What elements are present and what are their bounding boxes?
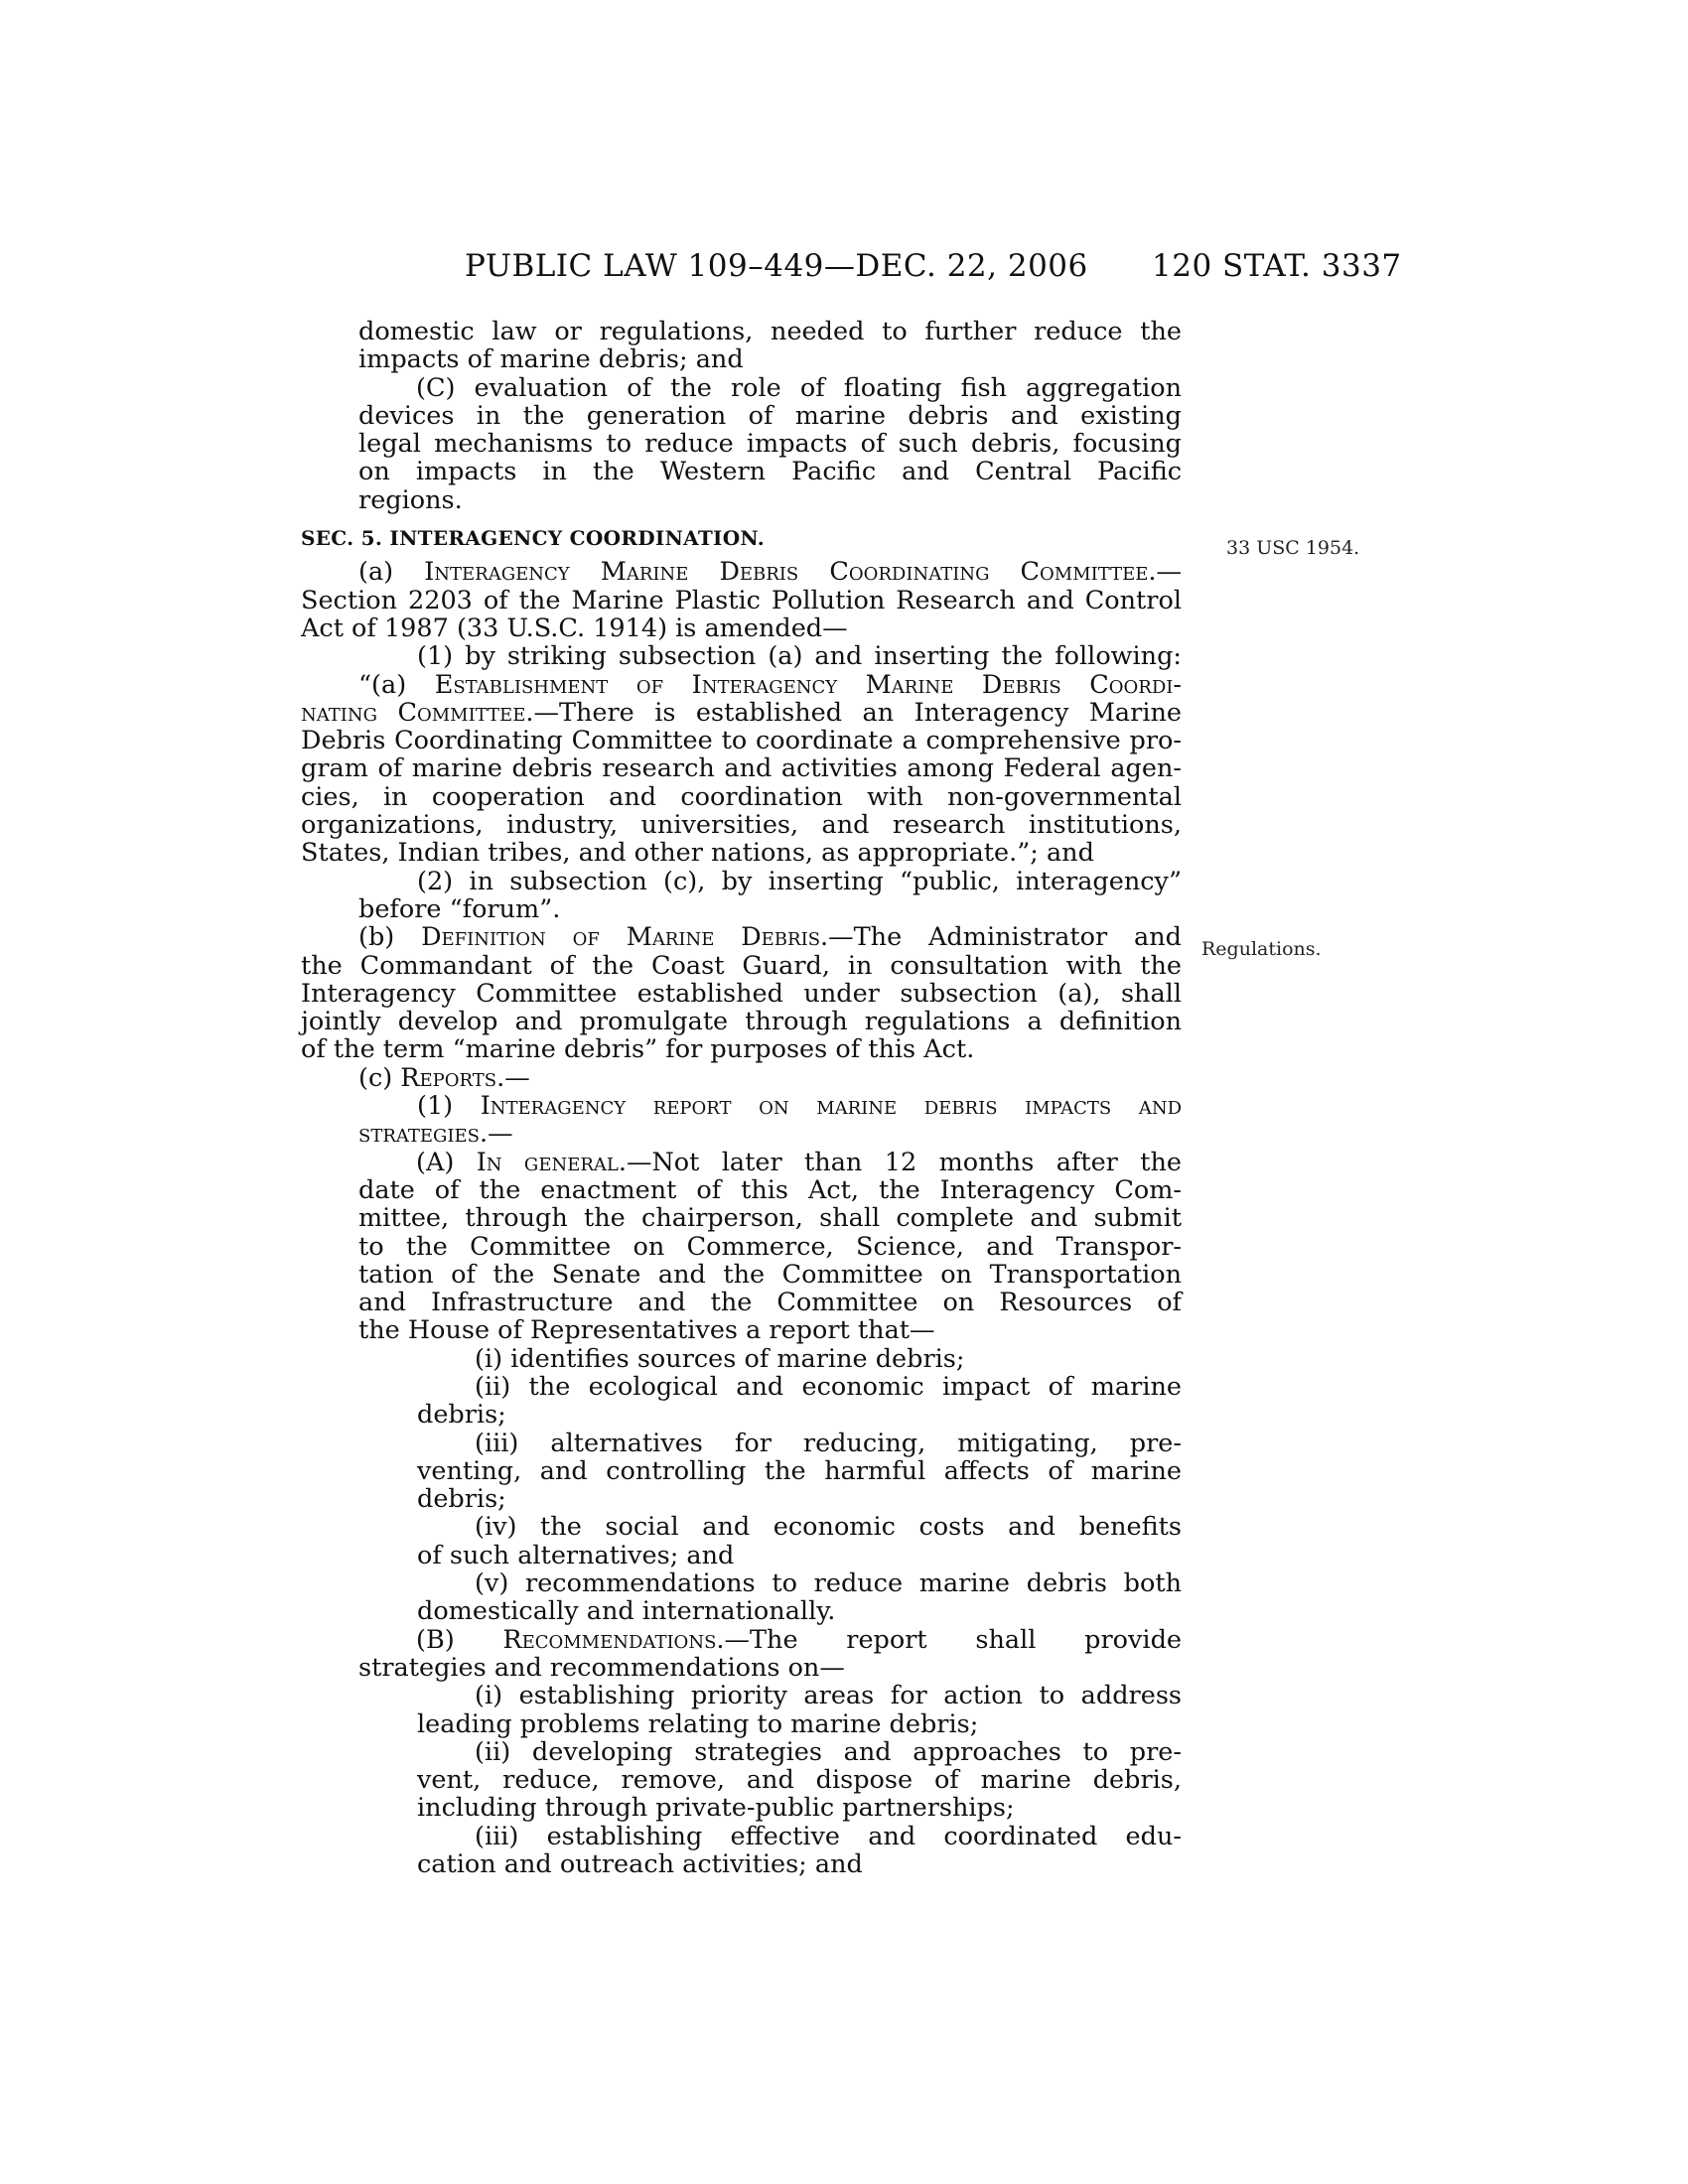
clause-line: vent, reduce, remove, and dispose of marine debris, [417, 1765, 1182, 1796]
quoted-heading [301, 671, 1182, 699]
subsection-c-heading [301, 1064, 1182, 1092]
text-line: domestic law or regulations, needed to further reduce the [358, 317, 1182, 346]
small-caps-heading: Reports. [400, 1062, 505, 1093]
clause-line: (ii) the ecological and economic impact of marine [475, 1371, 1182, 1402]
header-title: PUBLIC LAW 109–449—DEC. 22, 2006 [465, 248, 1088, 284]
text-line: cies, in cooperation and coordination with non-governmental [301, 781, 1182, 812]
clause-line: venting, and controlling the harmful affects of marine [417, 1455, 1182, 1486]
text-span: — [1156, 557, 1182, 588]
text-line: of the term “marine debris” for purposes of this Act. [301, 1034, 975, 1065]
text-line: on impacts in the Western Pacific and Central Pacific [358, 457, 1182, 487]
text-line: the House of Representatives a report that— [358, 1315, 935, 1346]
small-caps-heading: Interagency Marine Debris Coordinating Committee. [424, 557, 1157, 588]
small-caps-heading: strategies. [358, 1119, 489, 1150]
text-span: — [488, 1119, 513, 1150]
subparagraph-B [358, 1626, 1182, 1683]
text-line: legal mechanisms to reduce impacts of such debris, focusing [358, 429, 1182, 460]
text-span: —There is established an Interagency Marine [533, 697, 1182, 728]
clause-line: (v) recommendations to reduce marine debris both [475, 1569, 1182, 1599]
text-span: (b) [358, 922, 422, 953]
text-line: mittee, through the chairperson, shall complete and submit [358, 1203, 1182, 1234]
clause-line: (iii) establishing effective and coordinated edu- [475, 1821, 1182, 1851]
small-caps-heading: In general. [476, 1147, 627, 1177]
text-line: regions. [358, 484, 463, 515]
section-heading: SEC. 5. INTERAGENCY COORDINATION. [301, 526, 765, 551]
small-caps-heading: Definition of Marine Debris. [421, 922, 829, 953]
text-line: Interagency Committee established under subsection (a), shall [301, 978, 1182, 1009]
text-line: and Infrastructure and the Committee on Resources of [358, 1288, 1182, 1318]
small-caps-heading: Establishment of Interagency Marine Debris Coordi- [434, 669, 1182, 700]
clause-line: (iv) the social and economic costs and benefits [475, 1512, 1182, 1543]
clause-line: cation and outreach activities; and [417, 1849, 863, 1880]
text-line: impacts of marine debris; and [358, 344, 744, 375]
margin-note-regulations: Regulations. [1201, 938, 1322, 960]
paragraph-1-heading-cont [301, 1120, 1182, 1148]
text-line: devices in the generation of marine debris and existing [358, 400, 1182, 431]
text-line: (2) in subsection (c), by inserting “public, interagency” [417, 866, 1182, 896]
text-line: organizations, industry, universities, and research institutions, [301, 810, 1182, 841]
text-line: jointly develop and promulgate through regulations a definition [301, 1007, 1182, 1037]
small-caps-heading: Interagency report on marine debris impacts and [480, 1091, 1182, 1122]
text-span: (1) [417, 1091, 481, 1122]
text-line: (1) by striking subsection (a) and inserting the following: [417, 641, 1182, 672]
text-line: gram of marine debris research and activities among Federal agen- [301, 753, 1182, 784]
body-text [301, 318, 1182, 1878]
clause-line: leading problems relating to marine debris; [417, 1708, 979, 1739]
clause-line: (i) identifies sources of marine debris; [475, 1343, 965, 1374]
clause-line: of such alternatives; and [417, 1540, 735, 1570]
text-line: to the Committee on Commerce, Science, and Transpor- [358, 1231, 1182, 1262]
text-line: Section 2203 of the Marine Plastic Pollution Research and Control [301, 585, 1182, 615]
text-line: Act of 1987 (33 U.S.C. 1914) is amended— [301, 613, 848, 643]
text-span: (a) [358, 557, 425, 588]
text-line: States, Indian tribes, and other nations, as appropriate.”; and [301, 838, 1094, 869]
subparagraph-A-heading [358, 1149, 1182, 1176]
text-line: date of the enactment of this Act, the Interagency Com- [358, 1174, 1182, 1205]
page-header [0, 248, 1688, 288]
text-span: —The Administrator and [828, 922, 1182, 953]
continuation-block [358, 318, 1182, 514]
text-span: —The report shall provide [724, 1624, 1182, 1655]
text-line: tation of the Senate and the Committee on Transportation [358, 1259, 1182, 1290]
clauses-A [417, 1345, 1182, 1626]
clause-line: domestically and internationally. [417, 1596, 836, 1627]
text-span: (B) [416, 1624, 503, 1655]
text-span: “(a) [358, 669, 435, 700]
small-caps-heading: nating Committee. [301, 697, 534, 728]
text-line: strategies and recommendations on— [358, 1652, 845, 1683]
clause-line: including through private-public partnerships; [417, 1793, 1015, 1824]
clause-line: (iii) alternatives for reducing, mitigating, pre- [475, 1428, 1182, 1458]
text-span: (A) [416, 1147, 477, 1177]
clause-line: (i) establishing priority areas for action to address [475, 1681, 1182, 1711]
text-line: the Commandant of the Coast Guard, in consultation with the [301, 950, 1182, 981]
clause-line: debris; [417, 1400, 506, 1431]
subparagraph-B-heading [358, 1626, 1182, 1654]
small-caps-heading: Recommendations. [502, 1624, 725, 1655]
subparagraph-A [358, 1149, 1182, 1345]
quoted-line [301, 699, 1182, 727]
text-span: —Not later than 12 months after the [626, 1147, 1183, 1177]
clause-line: debris; [417, 1484, 506, 1515]
text-span: (c) [358, 1062, 401, 1093]
clause-line: (ii) developing strategies and approaches to pre- [475, 1736, 1182, 1767]
text-line: before “forum”. [358, 893, 561, 924]
paragraph-1-heading [301, 1092, 1182, 1120]
subsection-a-heading [301, 558, 1182, 586]
text-line: (C) evaluation of the role of floating fish aggregation [416, 372, 1182, 403]
header-stat-citation: 120 STAT. 3337 [1152, 248, 1402, 284]
margin-note-usc: 33 USC 1954. [1226, 537, 1360, 559]
text-span: — [504, 1062, 530, 1093]
subsection-b-heading [301, 923, 1182, 951]
text-line: Debris Coordinating Committee to coordinate a comprehensive pro- [301, 726, 1182, 756]
clauses-B [417, 1682, 1182, 1878]
